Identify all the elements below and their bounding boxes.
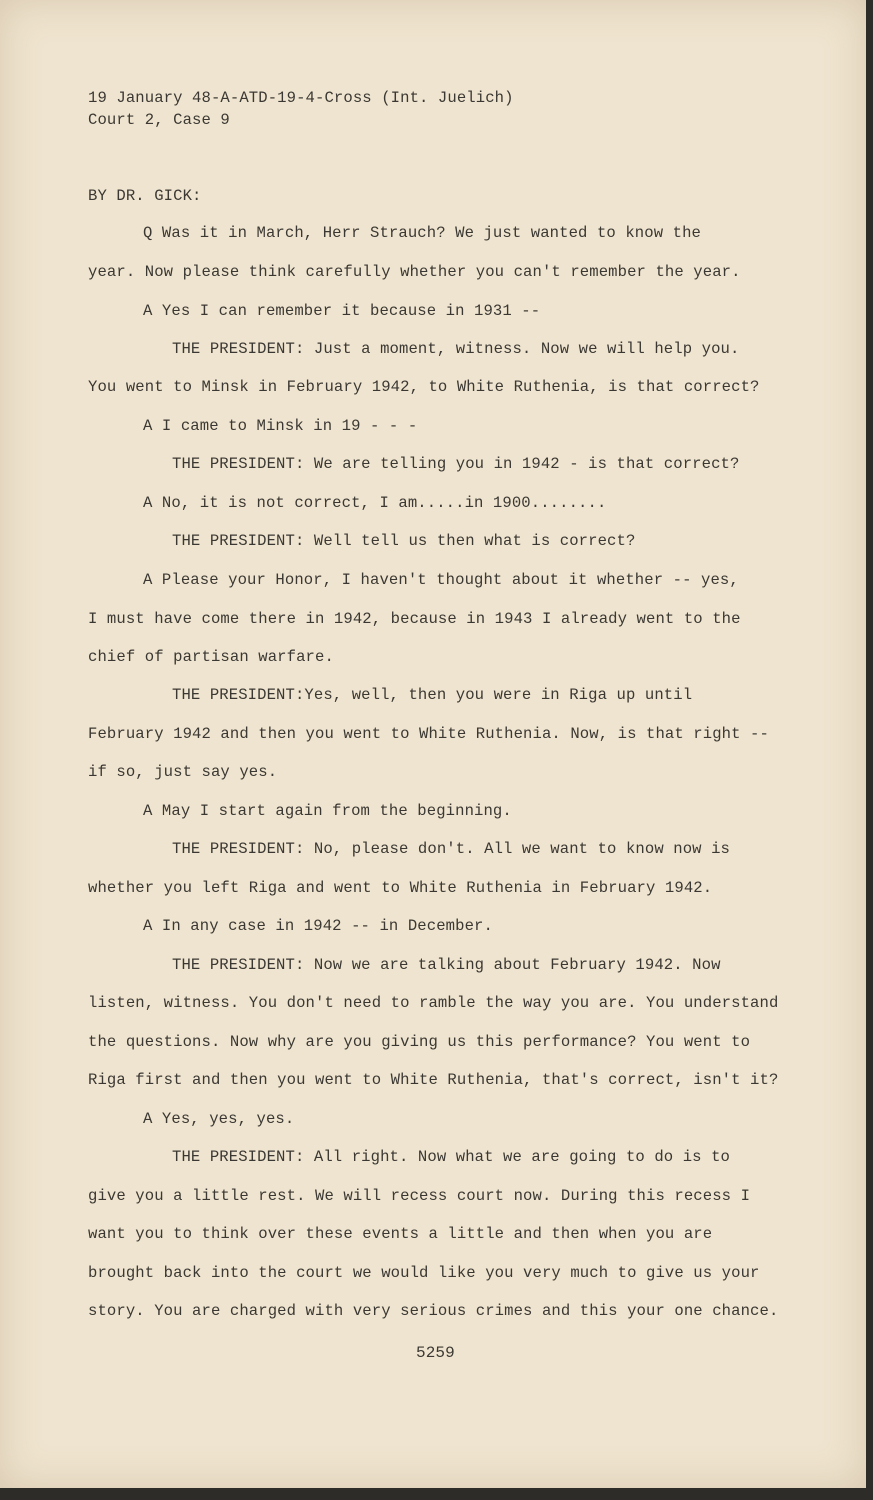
transcript-line: I must have come there in 1942, because in 1943 I already went to the bbox=[88, 610, 741, 628]
transcript-line: A In any case in 1942 -- in December. bbox=[143, 917, 493, 935]
transcript-line: You went to Minsk in February 1942, to White Ruthenia, is that correct? bbox=[88, 378, 760, 396]
transcript-line: A Yes I can remember it because in 1931 -- bbox=[143, 302, 541, 320]
transcript-line: brought back into the court we would like you very much to give us your bbox=[88, 1264, 760, 1282]
scan-edge-right bbox=[866, 0, 873, 1500]
transcript-line: THE PRESIDENT: We are telling you in 1942 - is that correct? bbox=[172, 455, 740, 473]
transcript-line: listen, witness. You don't need to ramble the way you are. You understand bbox=[88, 994, 779, 1012]
transcript-line: A I came to Minsk in 19 - - - bbox=[143, 417, 418, 435]
transcript-line: Q Was it in March, Herr Strauch? We just wanted to know the bbox=[143, 224, 702, 242]
transcript-line: whether you left Riga and went to White Ruthenia in February 1942. bbox=[88, 879, 713, 897]
scan-edge-bottom bbox=[0, 1488, 873, 1500]
header-line-1: 19 January 48-A-ATD-19-4-Cross (Int. Juelich) bbox=[88, 89, 514, 107]
transcript-line: Riga first and then you went to White Ruthenia, that's correct, isn't it? bbox=[88, 1071, 779, 1089]
transcript-line: THE PRESIDENT: All right. Now what we are going to do is to bbox=[172, 1148, 731, 1166]
transcript-line: A May I start again from the beginning. bbox=[143, 802, 512, 820]
transcript-line: if so, just say yes. bbox=[88, 763, 278, 781]
header-line-2: Court 2, Case 9 bbox=[88, 111, 230, 129]
transcript-line: the questions. Now why are you giving us this performance? You went to bbox=[88, 1033, 751, 1051]
transcript-line: give you a little rest. We will recess court now. During this recess I bbox=[88, 1187, 751, 1205]
transcript-line: A No, it is not correct, I am.....in 1900........ bbox=[143, 494, 607, 512]
transcript-line: want you to think over these events a little and then when you are bbox=[88, 1225, 713, 1243]
transcript-line: THE PRESIDENT: Now we are talking about February 1942. Now bbox=[172, 956, 721, 974]
transcript-line: story. You are charged with very serious crimes and this your one chance. bbox=[88, 1302, 779, 1320]
page-number: 5259 bbox=[416, 1344, 455, 1362]
transcript-line: chief of partisan warfare. bbox=[88, 648, 334, 666]
transcript-line: A Yes, yes, yes. bbox=[143, 1110, 295, 1128]
transcript-line: THE PRESIDENT: Just a moment, witness. Now we will help you. bbox=[172, 340, 740, 358]
transcript-line: THE PRESIDENT:Yes, well, then you were in Riga up until bbox=[172, 686, 693, 704]
transcript-line: A Please your Honor, I haven't thought about it whether -- yes, bbox=[143, 571, 739, 589]
transcript-line: year. Now please think carefully whether you can't remember the year. bbox=[88, 263, 741, 281]
section-heading: BY DR. GICK: bbox=[88, 187, 202, 205]
transcript-line: THE PRESIDENT: Well tell us then what is correct? bbox=[172, 532, 636, 550]
transcript-line: February 1942 and then you went to White Ruthenia. Now, is that right -- bbox=[88, 725, 769, 743]
transcript-line: THE PRESIDENT: No, please don't. All we want to know now is bbox=[172, 840, 731, 858]
